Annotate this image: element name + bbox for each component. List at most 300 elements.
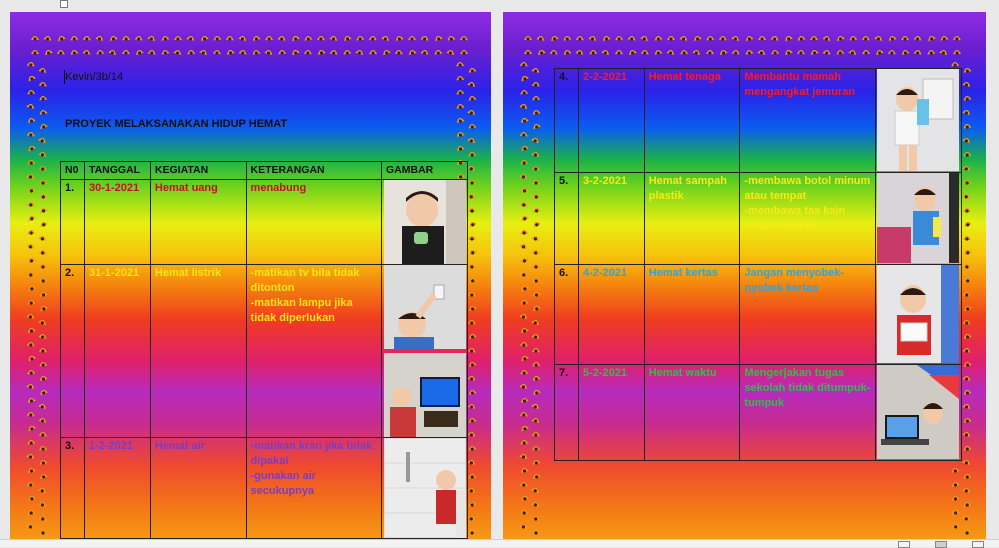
photo[interactable] — [384, 438, 466, 538]
border-ornament-icon — [614, 32, 625, 43]
border-ornament-icon — [961, 399, 973, 411]
row-number: 6. — [555, 265, 579, 365]
description-line: -matikan tv bila tidak ditonton — [250, 267, 360, 294]
border-ornament-icon — [639, 45, 650, 56]
photo[interactable] — [384, 265, 466, 349]
border-ornament-icon — [561, 31, 572, 42]
border-ornament-icon — [530, 455, 542, 467]
border-ornament-icon — [56, 46, 67, 57]
border-ornament-icon — [26, 408, 37, 419]
border-ornament-icon — [652, 31, 664, 43]
row-picture — [382, 438, 468, 539]
border-ornament-icon — [961, 511, 974, 524]
border-ornament-icon — [24, 350, 37, 363]
photo[interactable] — [877, 365, 959, 459]
photo[interactable] — [877, 173, 959, 263]
table-row — [61, 265, 468, 438]
border-ornament-icon — [445, 45, 457, 57]
border-ornament-icon — [36, 216, 49, 229]
border-ornament-icon — [37, 385, 50, 398]
border-ornament-icon — [42, 45, 54, 57]
border-ornament-icon — [26, 156, 37, 167]
border-ornament-icon — [899, 45, 911, 57]
border-ornament-icon — [289, 45, 302, 58]
row-picture — [875, 365, 961, 461]
border-ornament-icon — [406, 45, 418, 57]
border-ornament-icon — [454, 113, 466, 125]
border-ornament-icon — [961, 105, 973, 117]
border-ornament-icon — [393, 31, 405, 43]
border-ornament-icon — [531, 526, 541, 536]
border-ornament-icon — [518, 253, 530, 265]
border-ornament-icon — [600, 45, 613, 58]
description-line: Mengerjakan tugas sekolah tidak ditumpuk-tumpuk — [744, 367, 871, 409]
border-ornament-icon — [519, 478, 530, 489]
border-ornament-icon — [518, 323, 530, 335]
border-ornament-icon — [37, 105, 49, 117]
border-ornament-icon — [961, 77, 973, 89]
border-ornament-icon — [186, 46, 197, 57]
border-ornament-icon — [519, 296, 530, 307]
row-description — [740, 173, 876, 265]
border-ornament-icon — [133, 45, 145, 57]
border-ornament-icon — [380, 45, 393, 58]
border-ornament-icon — [961, 133, 974, 146]
border-ornament-icon — [530, 497, 542, 509]
border-ornament-icon — [25, 99, 37, 111]
border-ornament-icon — [531, 358, 542, 369]
status-bar — [0, 539, 999, 547]
row-date: 4-2-2021 — [578, 265, 644, 365]
border-ornament-icon — [548, 31, 561, 44]
border-ornament-icon — [467, 288, 478, 299]
border-ornament-icon — [277, 46, 288, 57]
border-ornament-icon — [886, 31, 898, 43]
border-ornament-icon — [466, 77, 478, 89]
row-activity: Hemat tenaga — [644, 69, 740, 173]
row-number: 4. — [555, 69, 579, 173]
header-kegiatan: KEGIATAN — [150, 162, 246, 180]
description-line: menabung — [250, 182, 307, 194]
border-ornament-icon — [37, 273, 48, 284]
border-ornament-icon — [962, 148, 973, 159]
border-ornament-icon — [37, 413, 49, 425]
border-ornament-icon — [679, 46, 690, 57]
border-ornament-icon — [107, 45, 120, 58]
border-ornament-icon — [315, 45, 327, 57]
border-ornament-icon — [530, 511, 541, 522]
border-ornament-icon — [530, 385, 543, 398]
border-ornament-icon — [517, 70, 530, 83]
border-ornament-icon — [185, 31, 197, 43]
border-ornament-icon — [952, 32, 963, 43]
border-ornament-icon — [517, 350, 530, 363]
border-ornament-icon — [432, 31, 445, 44]
border-ornament-icon — [467, 260, 478, 271]
border-ornament-icon — [717, 45, 729, 57]
border-ornament-icon — [952, 46, 962, 56]
border-ornament-icon — [95, 46, 106, 57]
border-ornament-icon — [962, 232, 972, 242]
row-description — [740, 365, 876, 461]
border-ornament-icon — [962, 176, 973, 187]
border-ornament-icon — [37, 511, 48, 522]
border-ornament-icon — [26, 226, 37, 237]
border-ornament-icon — [887, 46, 898, 57]
border-ornament-icon — [518, 169, 530, 181]
border-ornament-icon — [37, 455, 49, 467]
activity-table-right — [554, 68, 962, 461]
border-ornament-icon — [530, 189, 541, 200]
border-ornament-icon — [770, 46, 781, 57]
row-number: 5. — [555, 173, 579, 265]
border-ornament-icon — [730, 45, 741, 56]
border-ornament-icon — [445, 31, 456, 42]
border-ornament-icon — [961, 483, 974, 496]
border-ornament-icon — [121, 46, 131, 56]
border-ornament-icon — [821, 45, 832, 56]
border-ornament-icon — [518, 183, 530, 195]
border-ornament-icon — [37, 147, 49, 159]
border-ornament-icon — [355, 32, 366, 43]
border-ornament-icon — [529, 132, 542, 145]
border-ornament-icon — [518, 449, 530, 461]
border-ornament-icon — [730, 31, 742, 43]
border-ornament-icon — [757, 32, 767, 42]
row-description — [740, 265, 876, 365]
border-ornament-icon — [531, 428, 542, 439]
border-ornament-icon — [834, 31, 846, 43]
border-ornament-icon — [459, 32, 470, 43]
row-date: 30-1-2021 — [84, 180, 150, 265]
row-number: 7. — [555, 365, 579, 461]
border-ornament-icon — [466, 91, 477, 102]
border-ornament-icon — [133, 31, 144, 42]
border-ornament-icon — [159, 31, 171, 43]
border-ornament-icon — [198, 45, 211, 58]
border-ornament-icon — [455, 58, 466, 69]
border-ornament-icon — [535, 31, 547, 43]
border-ornament-icon — [146, 31, 159, 44]
border-ornament-icon — [37, 231, 49, 243]
photo[interactable] — [877, 265, 959, 363]
border-ornament-icon — [198, 31, 210, 43]
border-ornament-icon — [328, 45, 339, 56]
document-page-left — [10, 12, 491, 540]
border-ornament-icon — [531, 442, 542, 453]
border-ornament-icon — [172, 45, 184, 57]
border-ornament-icon — [341, 45, 352, 56]
border-ornament-icon — [961, 329, 973, 341]
border-ornament-icon — [466, 63, 478, 75]
border-ornament-icon — [517, 490, 530, 503]
border-ornament-icon — [25, 169, 37, 181]
border-ornament-icon — [316, 32, 326, 42]
border-ornament-icon — [517, 210, 530, 223]
border-ornament-icon — [25, 113, 37, 125]
border-ornament-icon — [531, 78, 542, 89]
row-date: 3-2-2021 — [578, 173, 644, 265]
border-ornament-icon — [961, 441, 972, 452]
border-ornament-icon — [530, 469, 543, 482]
border-ornament-icon — [37, 161, 48, 172]
border-ornament-icon — [861, 46, 871, 56]
border-ornament-icon — [37, 371, 49, 383]
border-ornament-icon — [518, 393, 530, 405]
border-ornament-icon — [289, 31, 302, 44]
boy-at-laptop-photo — [877, 365, 959, 459]
border-ornament-icon — [26, 86, 37, 97]
row-picture — [875, 173, 961, 265]
border-ornament-icon — [518, 463, 530, 475]
border-ornament-icon — [530, 273, 541, 284]
row-activity: Hemat uang — [150, 180, 246, 265]
border-ornament-icon — [328, 31, 340, 43]
border-ornament-icon — [949, 463, 961, 475]
border-ornament-icon — [530, 105, 542, 117]
border-ornament-icon — [574, 45, 586, 57]
border-ornament-icon — [960, 188, 973, 201]
border-ornament-icon — [24, 140, 37, 153]
border-ornament-icon — [36, 132, 49, 145]
border-ornament-icon — [530, 287, 542, 299]
border-ornament-icon — [212, 32, 223, 43]
border-ornament-icon — [530, 315, 543, 328]
document-page-right — [503, 12, 986, 540]
border-ornament-icon — [380, 31, 392, 43]
border-ornament-icon — [159, 45, 171, 57]
border-ornament-icon — [950, 58, 961, 69]
border-ornament-icon — [264, 32, 274, 42]
border-ornament-icon — [809, 32, 819, 42]
table-row — [61, 180, 468, 265]
border-ornament-icon — [961, 343, 972, 354]
border-ornament-icon — [756, 45, 768, 57]
border-ornament-icon — [961, 301, 974, 314]
border-ornament-icon — [575, 32, 586, 43]
border-ornament-icon — [38, 442, 49, 453]
border-ornament-icon — [37, 203, 49, 215]
border-ornament-icon — [24, 490, 37, 503]
border-ornament-icon — [454, 127, 466, 139]
border-ornament-icon — [769, 31, 780, 42]
border-ornament-icon — [529, 216, 542, 229]
border-ornament-icon — [37, 63, 49, 75]
border-ornament-icon — [37, 119, 50, 132]
border-ornament-icon — [961, 427, 973, 439]
border-ornament-icon — [600, 31, 612, 43]
border-ornament-icon — [949, 505, 961, 517]
header-keterangan: KETERANGAN — [246, 162, 381, 180]
photo[interactable] — [877, 69, 959, 171]
table-row — [555, 365, 962, 461]
border-ornament-icon — [519, 506, 530, 517]
row-date: 5-2-2021 — [578, 365, 644, 461]
border-ornament-icon — [535, 45, 547, 57]
header-no: N0 — [61, 162, 85, 180]
border-ornament-icon — [419, 45, 431, 57]
border-ornament-icon — [26, 198, 37, 209]
row-activity: Hemat kertas — [644, 265, 740, 365]
activity-table-left — [60, 161, 468, 539]
border-ornament-icon — [237, 45, 248, 56]
border-ornament-icon — [743, 45, 754, 56]
photo[interactable] — [384, 353, 466, 437]
document-title[interactable]: PROYEK MELAKSANAKAN HIDUP HEMAT — [65, 118, 288, 130]
header-tanggal: TANGGAL — [84, 162, 150, 180]
border-ornament-icon — [665, 45, 677, 57]
border-ornament-icon — [962, 204, 972, 214]
border-ornament-icon — [782, 31, 795, 44]
border-ornament-icon — [529, 482, 542, 495]
border-ornament-icon — [530, 231, 542, 243]
border-ornament-icon — [455, 72, 466, 83]
border-ornament-icon — [530, 147, 542, 159]
border-ornament-icon — [517, 140, 530, 153]
border-ornament-icon — [146, 45, 157, 56]
border-ornament-icon — [782, 45, 795, 58]
border-ornament-icon — [519, 226, 530, 237]
row-date: 31-1-2021 — [84, 265, 150, 438]
border-ornament-icon — [38, 78, 49, 89]
border-ornament-icon — [529, 300, 542, 313]
boy-turning-off-tap-photo — [384, 438, 466, 538]
border-ornament-icon — [961, 273, 974, 286]
border-ornament-icon — [530, 161, 541, 172]
border-ornament-icon — [962, 526, 973, 537]
border-ornament-icon — [24, 420, 37, 433]
border-ornament-icon — [82, 32, 93, 43]
border-ornament-icon — [639, 31, 652, 44]
border-ornament-icon — [26, 478, 37, 489]
border-ornament-icon — [466, 119, 477, 130]
border-ornament-icon — [37, 189, 48, 200]
border-ornament-icon — [37, 287, 49, 299]
border-ornament-icon — [25, 323, 37, 335]
border-ornament-icon — [467, 204, 477, 214]
border-ornament-icon — [531, 344, 542, 355]
border-ornament-icon — [949, 477, 961, 489]
border-ornament-icon — [795, 31, 806, 42]
description-line: -gunakan air secukupnya — [250, 470, 316, 497]
border-ornament-icon — [38, 428, 49, 439]
border-ornament-icon — [834, 45, 845, 56]
border-ornament-icon — [341, 31, 353, 43]
border-ornament-icon — [225, 32, 236, 43]
row-activity: Hemat waktu — [644, 365, 740, 461]
photo[interactable] — [384, 180, 466, 264]
border-ornament-icon — [467, 232, 477, 242]
border-ornament-icon — [42, 31, 54, 43]
border-ornament-icon — [549, 46, 560, 57]
author-line[interactable]: Kevin/3b/14 — [65, 71, 124, 83]
row-picture — [875, 265, 961, 365]
border-ornament-icon — [523, 46, 533, 56]
border-ornament-icon — [530, 329, 542, 341]
border-ornament-icon — [517, 280, 530, 293]
border-ornament-icon — [961, 119, 972, 130]
border-ornament-icon — [949, 491, 961, 503]
border-ornament-icon — [368, 46, 378, 56]
border-ornament-icon — [263, 45, 275, 57]
border-ornament-icon — [38, 344, 49, 355]
border-ornament-icon — [394, 46, 405, 57]
border-ornament-icon — [961, 371, 973, 383]
border-ornament-icon — [30, 46, 40, 56]
border-ornament-icon — [25, 449, 37, 461]
border-ornament-icon — [25, 463, 37, 475]
row-description — [740, 69, 876, 173]
border-ornament-icon — [68, 31, 79, 42]
row-number: 2. — [61, 265, 85, 438]
border-ornament-icon — [519, 268, 530, 279]
border-ornament-icon — [38, 260, 48, 270]
border-ornament-icon — [107, 31, 119, 43]
border-ornament-icon — [354, 45, 366, 57]
row-date: 1-2-2021 — [84, 438, 150, 539]
boy-switching-light-photo — [384, 265, 466, 349]
border-ornament-icon — [25, 183, 37, 195]
border-ornament-icon — [467, 148, 478, 159]
border-ornament-icon — [949, 519, 962, 532]
border-ornament-icon — [38, 92, 49, 103]
border-ornament-icon — [25, 239, 37, 251]
border-ornament-icon — [466, 133, 479, 146]
border-ornament-icon — [26, 338, 37, 349]
border-ornament-icon — [38, 358, 49, 369]
border-ornament-icon — [26, 366, 37, 377]
border-ornament-icon — [961, 63, 973, 75]
border-ornament-icon — [454, 85, 465, 96]
border-ornament-icon — [519, 436, 530, 447]
table-row — [61, 438, 468, 539]
description-line: -membawa tas kain untuk belanja — [744, 205, 846, 232]
border-ornament-icon — [173, 32, 183, 42]
border-ornament-icon — [518, 99, 530, 111]
border-ornament-icon — [518, 239, 530, 251]
border-ornament-icon — [530, 245, 541, 256]
border-ornament-icon — [212, 46, 222, 56]
border-ornament-icon — [250, 45, 261, 56]
border-ornament-icon — [626, 31, 637, 42]
border-ornament-icon — [718, 32, 729, 43]
border-ornament-icon — [531, 260, 541, 270]
border-ornament-icon — [821, 31, 833, 43]
border-ornament-icon — [678, 31, 690, 43]
border-ornament-icon — [523, 32, 533, 42]
border-ornament-icon — [26, 436, 37, 447]
border-ornament-icon — [26, 58, 37, 69]
border-ornament-icon — [912, 31, 924, 43]
border-ornament-icon — [24, 280, 37, 293]
border-ornament-icon — [960, 244, 973, 257]
border-ornament-icon — [36, 482, 49, 495]
border-ornament-icon — [519, 408, 530, 419]
border-ornament-icon — [925, 31, 938, 44]
ruler-marker[interactable] — [60, 0, 68, 8]
tv-off-photo — [384, 353, 466, 437]
border-ornament-icon — [961, 357, 973, 369]
row-picture — [875, 69, 961, 173]
border-ornament-icon — [705, 32, 716, 43]
border-ornament-icon — [237, 31, 249, 43]
row-number: 1. — [61, 180, 85, 265]
border-ornament-icon — [626, 45, 638, 57]
border-ornament-icon — [531, 176, 541, 186]
border-ornament-icon — [24, 70, 37, 83]
border-ornament-icon — [808, 45, 820, 57]
border-ornament-icon — [587, 31, 599, 43]
